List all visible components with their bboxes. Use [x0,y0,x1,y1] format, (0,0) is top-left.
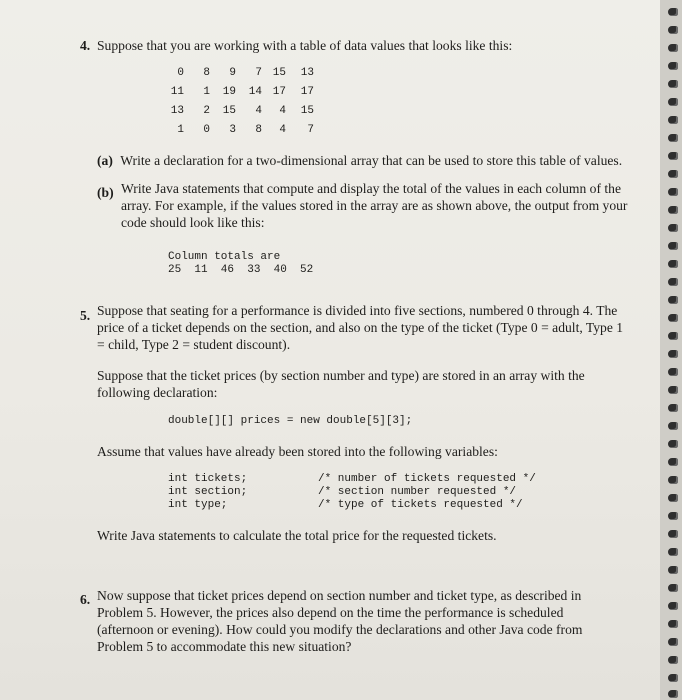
binding-ring [668,602,678,610]
binding-ring [668,494,678,502]
table-cell: 1 [177,124,184,136]
binding-ring [668,80,678,88]
binding-ring [668,224,678,232]
table-cell: 0 [177,67,184,79]
question-5-para-1: Suppose that seating for a performance is divided into five sections, numbered 0 through 4. The price of a ticket depends on the section, and also on the type of the ticket (Type 0 = adult, Type 1 = child, Type 2 = student discount). [97,303,624,352]
part-b-label: (b) [97,185,114,200]
binding-ring [668,260,678,268]
binding-ring [668,8,678,16]
binding-ring [668,134,678,142]
table-cell: 17 [272,86,286,98]
table-cell: 7 [255,67,262,79]
variable-declaration: int section; [168,486,248,498]
binding-ring [668,314,678,322]
variable-comment: /* number of tickets requested */ [318,473,536,485]
table-cell: 8 [255,124,262,136]
table-cell: 3 [229,124,236,136]
binding-ring [668,584,678,592]
question-5-para-4: Write Java statements to calculate the total price for the requested tickets. [97,528,497,543]
binding-ring [668,278,678,286]
question-4-number: 4. [80,38,91,53]
binding-ring [668,332,678,340]
table-cell: 19 [222,86,236,98]
table-cell: 0 [203,124,210,136]
table-cell: 8 [203,67,210,79]
binding-ring [668,530,678,538]
question-5-para-2: Suppose that the ticket prices (by section number and type) are stored in an array with the following declaration: [97,368,585,400]
table-cell: 13 [170,105,184,117]
output-line-2: 25 11 46 33 40 52 [168,264,314,276]
binding-ring [668,296,678,304]
binding-ring [668,566,678,574]
prices-declaration: double[][] prices = new double[5][3]; [168,415,413,427]
binding-ring [668,638,678,646]
binding-ring [668,548,678,556]
table-cell: 2 [203,105,210,117]
table-cell: 4 [255,105,262,117]
binding-ring [668,690,678,698]
binding-ring [668,656,678,664]
variable-declaration: int type; [168,499,228,511]
output-line-1: Column totals are [168,251,281,263]
part-a-label: (a) [97,153,113,168]
variable-comment: /* section number requested */ [318,486,517,498]
binding-ring [668,350,678,358]
table-cell: 15 [272,67,286,79]
table-cell: 4 [279,105,286,117]
binding-ring [668,620,678,628]
binding-ring [668,458,678,466]
binding-ring [668,368,678,376]
variable-comment: /* type of tickets requested */ [318,499,523,511]
binding-ring [668,440,678,448]
table-cell: 14 [248,86,262,98]
table-cell: 7 [307,124,314,136]
question-4-intro: Suppose that you are working with a table of data values that looks like this: [97,38,513,53]
binding-ring [668,206,678,214]
part-a-text: Write a declaration for a two-dimensional array that can be used to store this table of values. [120,153,623,168]
table-cell: 1 [203,86,210,98]
binding-ring [668,44,678,52]
binding-ring [668,404,678,412]
part-a [97,153,622,169]
table-cell: 9 [229,67,236,79]
table-cell: 15 [222,105,236,117]
table-cell: 17 [300,86,314,98]
question-5-para-3: Assume that values have already been stored into the following variables: [97,444,498,459]
part-b-text: Write Java statements that compute and display the total of the values in each column of the array. For example, if the values stored in the array are as shown above, the output from your code should look like this: [121,181,628,230]
question-5-number: 5. [80,308,91,323]
binding-ring [668,170,678,178]
binding-ring [668,476,678,484]
table-cell: 4 [279,124,286,136]
binding-ring [668,26,678,34]
spiral-binding [660,0,682,700]
question-6-number: 6. [80,592,91,607]
binding-ring [668,422,678,430]
variable-declaration: int tickets; [168,473,248,485]
table-cell: 11 [170,86,184,98]
table-cell: 13 [300,67,314,79]
binding-ring [668,386,678,394]
question-6-text: Now suppose that ticket prices depend on section number and ticket type, as described in Problem 5. However, the prices also depend on the time the performance is scheduled (afternoon or evening). How could you modify the declarations and other Java code from Problem 5 to accommodate this new situation? [97,588,583,654]
binding-ring [668,116,678,124]
binding-ring [668,62,678,70]
table-cell: 15 [300,105,314,117]
binding-ring [668,674,678,682]
binding-ring [668,188,678,196]
binding-ring [668,512,678,520]
binding-ring [668,152,678,160]
binding-ring [668,242,678,250]
binding-ring [668,98,678,106]
